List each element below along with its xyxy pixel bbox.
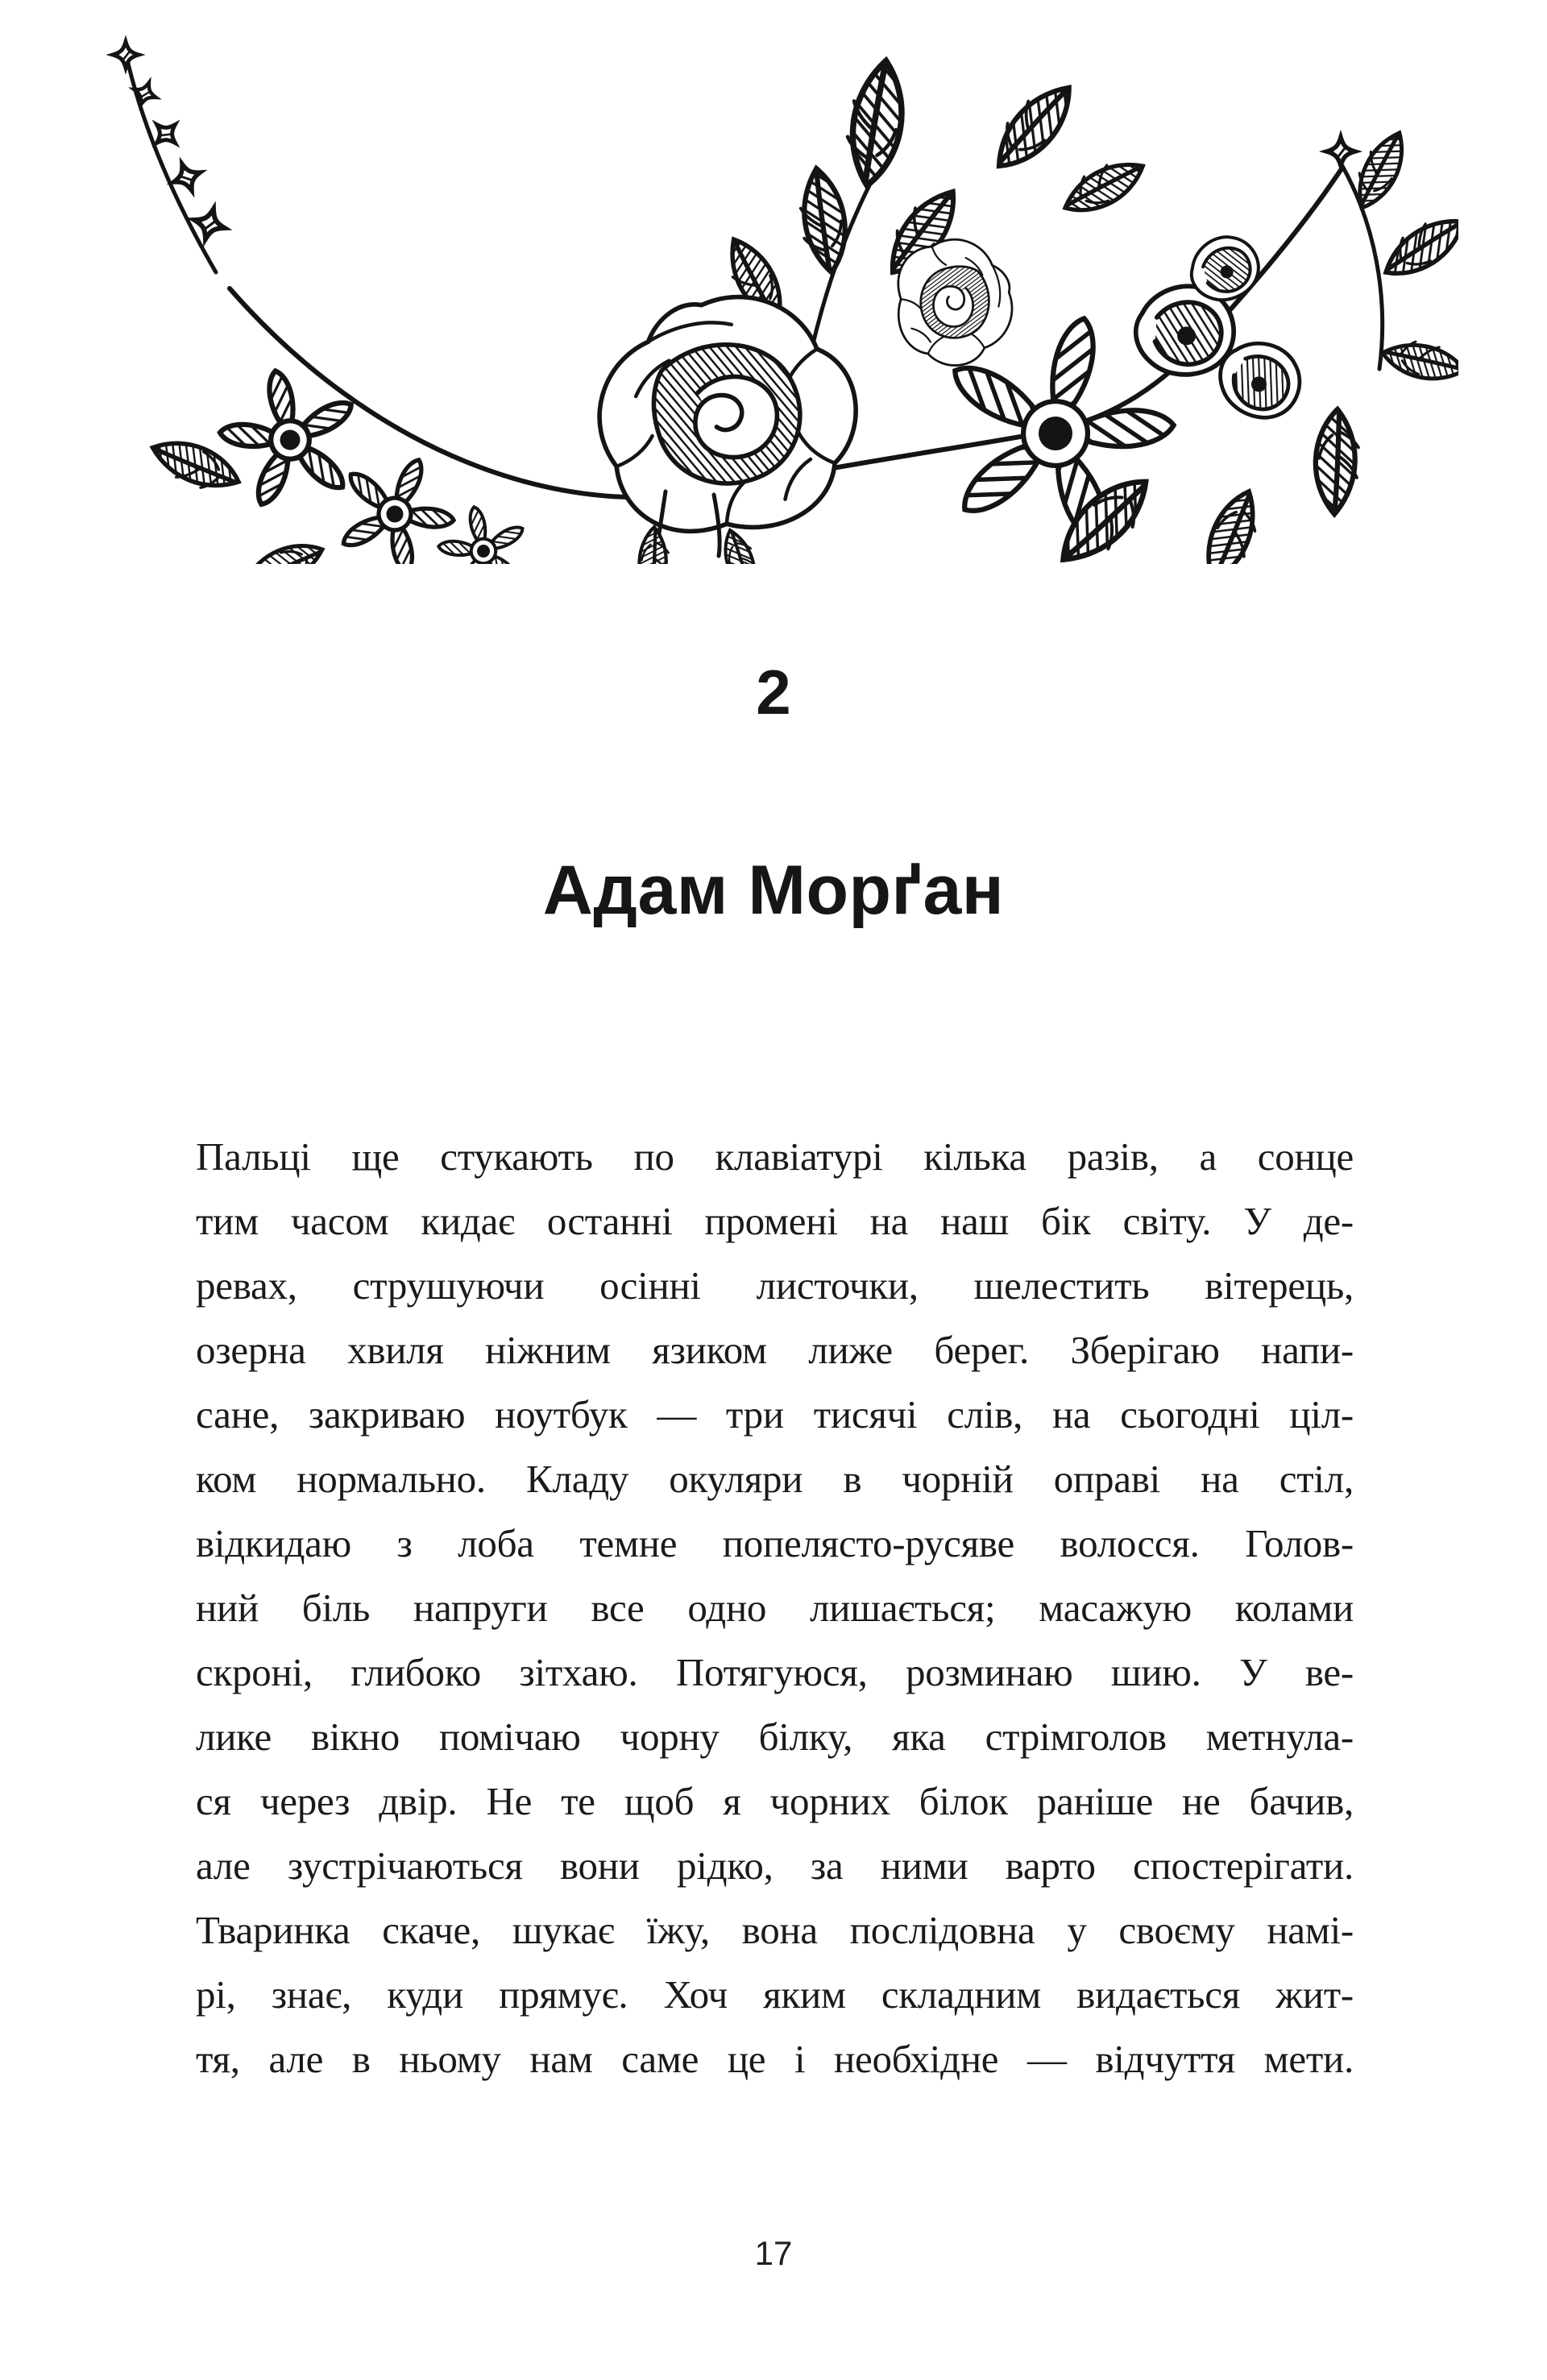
text-line: ревах, струшуючи осінні листочки, шелестить вітерець, [196, 1263, 1354, 1308]
text-line: Пальці ще стукають по клавіатурі кілька разів, а сонце [196, 1134, 1354, 1179]
text-line: скроні, глибоко зітхаю. Потягуюся, розминаю шию. У ве- [196, 1650, 1354, 1694]
page-number: 17 [754, 2234, 793, 2272]
text-line: ся через двір. Не те щоб я чорних білок раніше не бачив, [196, 1779, 1354, 1823]
text-line: ний біль напруги все одно лишається; масажую колами [196, 1586, 1354, 1630]
floral-engraving-illustration [48, 31, 1458, 564]
chapter-title: Адам Морґан [542, 852, 1005, 929]
text-line: але зустрічаються вони рідко, за ними варто спостерігати. [196, 1843, 1354, 1888]
floral-engraving-svg [48, 31, 1458, 564]
text-line: ком нормально. Кладу окуляри в чорній оправі на стіл, [196, 1457, 1354, 1501]
chapter-number: 2 [756, 657, 791, 728]
text-line: лике вікно помічаю чорну білку, яка стрімголов метнула- [196, 1715, 1354, 1759]
text-line: тим часом кидає останні промені на наш бік світу. У де- [196, 1199, 1354, 1243]
text-line: відкидаю з лоба темне попелясто-русяве волосся. Голов- [196, 1521, 1354, 1565]
text-line: озерна хвиля ніжним язиком лиже берег. Зберігаю напи- [196, 1328, 1354, 1372]
chapter-body-text [196, 1125, 1354, 2092]
text-line: Тваринка скаче, шукає їжу, вона послідовна у своєму намі- [196, 1908, 1354, 1952]
text-line: тя, але в ньому нам саме це і необхідне — відчуття мети. [196, 2037, 1354, 2081]
text-line: рі, знає, куди прямує. Хоч яким складним видається жит- [196, 1972, 1354, 2017]
text-line: сане, закриваю ноутбук — три тисячі слів, на сьогодні ціл- [196, 1392, 1354, 1437]
